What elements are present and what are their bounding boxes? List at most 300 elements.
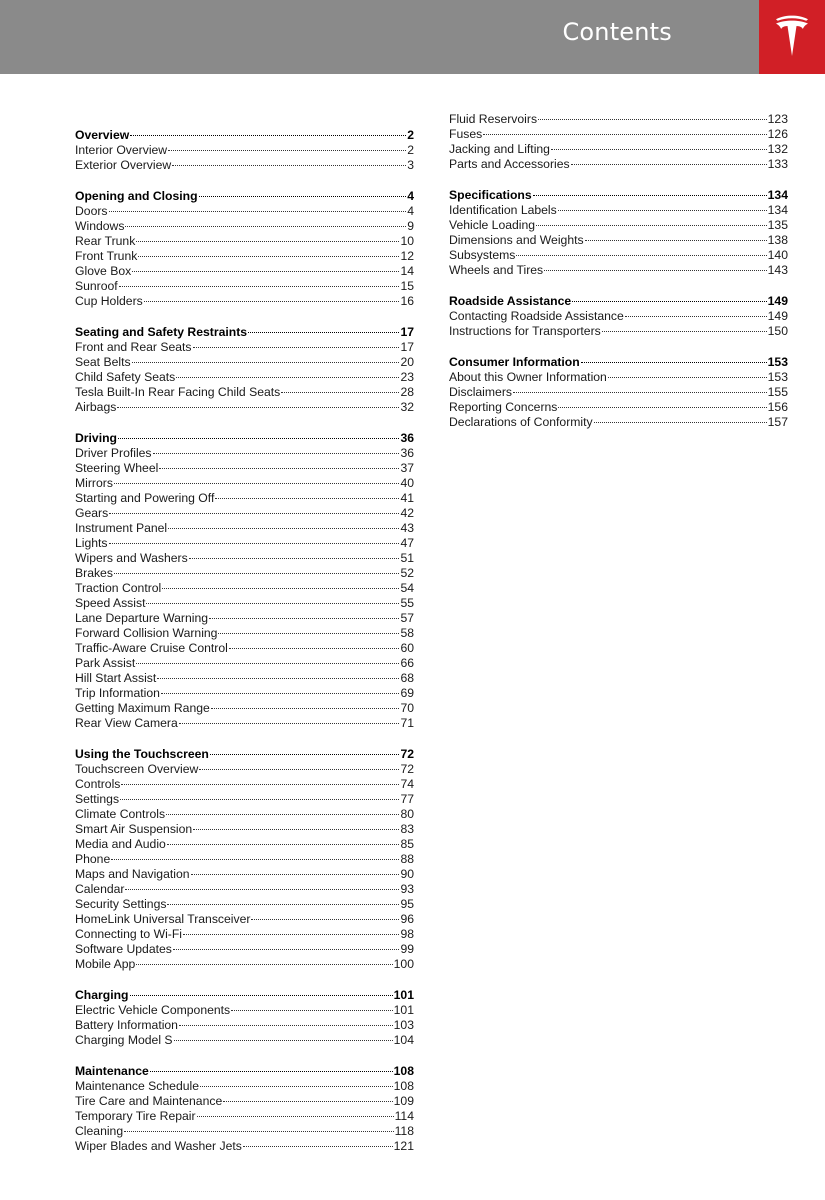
toc-entry-speed-assist[interactable] xyxy=(75,596,414,611)
page-number: 121 xyxy=(393,1139,414,1153)
leader-dots xyxy=(146,603,399,604)
toc-entry-front-and-rear-seats[interactable] xyxy=(75,340,414,355)
toc-entry-label: Phone xyxy=(75,852,111,866)
toc-entry-dimensions-and-weights[interactable] xyxy=(449,233,788,248)
leader-dots xyxy=(114,483,400,484)
toc-heading-label: Seating and Safety Restraints xyxy=(75,325,248,339)
toc-heading-consumer-information[interactable] xyxy=(449,355,788,370)
toc-entry-tesla-built-in-rear-facing-child-seats[interactable] xyxy=(75,385,414,400)
page-number: 9 xyxy=(407,219,414,233)
toc-section xyxy=(75,988,414,1048)
toc-section xyxy=(75,431,414,731)
toc-heading-label: Roadside Assistance xyxy=(449,294,572,308)
page-number: 4 xyxy=(407,204,414,218)
toc-section xyxy=(75,189,414,309)
leader-dots xyxy=(251,919,399,920)
tesla-logo-icon xyxy=(775,14,809,56)
page-number: 55 xyxy=(400,596,414,610)
toc-entry-label: Gears xyxy=(75,506,109,520)
leader-dots xyxy=(118,438,399,439)
header-band xyxy=(0,0,759,74)
toc-heading-opening-and-closing[interactable] xyxy=(75,189,414,204)
page-number: 72 xyxy=(400,762,414,776)
leader-dots xyxy=(109,543,400,544)
page-number: 72 xyxy=(400,747,414,761)
toc-entry-subsystems[interactable] xyxy=(449,248,788,263)
leader-dots xyxy=(119,286,400,287)
leader-dots xyxy=(189,558,400,559)
toc-entry-instrument-panel[interactable] xyxy=(75,521,414,536)
toc-entry-starting-and-powering-off[interactable] xyxy=(75,491,414,506)
leader-dots xyxy=(136,241,399,242)
toc-entry-cup-holders[interactable] xyxy=(75,294,414,309)
toc-entry-identification-labels[interactable] xyxy=(449,203,788,218)
toc-heading-label: Opening and Closing xyxy=(75,189,198,203)
toc-section xyxy=(449,188,788,278)
page-number: 103 xyxy=(393,1018,414,1032)
leader-dots xyxy=(538,119,767,120)
leader-dots xyxy=(572,301,767,302)
toc-heading-maintenance[interactable] xyxy=(75,1064,414,1079)
leader-dots xyxy=(167,904,399,905)
toc-entry-doors[interactable] xyxy=(75,204,414,219)
toc-entry-label: Connecting to Wi-Fi xyxy=(75,927,183,941)
toc-entry-label: Controls xyxy=(75,777,121,791)
leader-dots xyxy=(157,678,399,679)
toc-entry-label: Vehicle Loading xyxy=(449,218,536,232)
toc-entry-label: Wiper Blades and Washer Jets xyxy=(75,1139,242,1153)
page-number: 71 xyxy=(400,716,414,730)
page-number: 134 xyxy=(767,203,788,217)
toc-entry-about-this-owner-information[interactable] xyxy=(449,370,788,385)
toc-heading-seating-and-safety-restraints[interactable] xyxy=(75,325,414,340)
leader-dots xyxy=(117,407,399,408)
page-title: Contents xyxy=(562,18,672,46)
toc-entry-label: Brakes xyxy=(75,566,113,580)
toc-entry-contacting-roadside-assistance[interactable] xyxy=(449,309,788,324)
leader-dots xyxy=(144,301,400,302)
page-number: 150 xyxy=(767,324,788,338)
leader-dots xyxy=(281,392,399,393)
leader-dots xyxy=(173,949,400,950)
toc-entry-glove-box[interactable] xyxy=(75,264,414,279)
leader-dots xyxy=(111,859,399,860)
toc-entry-label: Speed Assist xyxy=(75,596,146,610)
toc-entry-driver-profiles[interactable] xyxy=(75,446,414,461)
page-number: 74 xyxy=(400,777,414,791)
toc-entry-sunroof[interactable] xyxy=(75,279,414,294)
toc-entry-settings[interactable] xyxy=(75,792,414,807)
toc-entry-getting-maximum-range[interactable] xyxy=(75,701,414,716)
page-number: 40 xyxy=(400,476,414,490)
page-number: 156 xyxy=(767,400,788,414)
leader-dots xyxy=(513,392,767,393)
toc-entry-label: Climate Controls xyxy=(75,807,166,821)
page-number: 132 xyxy=(767,142,788,156)
page-number: 41 xyxy=(400,491,414,505)
leader-dots xyxy=(210,754,400,755)
leader-dots xyxy=(625,316,767,317)
leader-dots xyxy=(138,256,399,257)
toc-entry-label: Temporary Tire Repair xyxy=(75,1109,196,1123)
toc-entry-rear-trunk[interactable] xyxy=(75,234,414,249)
page-number: 70 xyxy=(400,701,414,715)
leader-dots xyxy=(594,422,767,423)
page-number: 95 xyxy=(400,897,414,911)
leader-dots xyxy=(581,362,767,363)
leader-dots xyxy=(215,498,399,499)
toc-section xyxy=(75,747,414,972)
toc-entry-label: Cup Holders xyxy=(75,294,143,308)
leader-dots xyxy=(602,331,767,332)
leader-dots xyxy=(136,964,392,965)
toc-entry-tire-care-and-maintenance[interactable] xyxy=(75,1094,414,1109)
toc-entry-temporary-tire-repair[interactable] xyxy=(75,1109,414,1124)
toc-entry-label: Starting and Powering Off xyxy=(75,491,215,505)
page-number: 149 xyxy=(767,309,788,323)
toc-entry-fluid-reservoirs[interactable] xyxy=(449,112,788,127)
page-number: 52 xyxy=(400,566,414,580)
toc-entry-exterior-overview[interactable] xyxy=(75,158,414,173)
toc-entry-label: Seat Belts xyxy=(75,355,131,369)
toc-entry-brakes[interactable] xyxy=(75,566,414,581)
leader-dots xyxy=(153,453,400,454)
page-number: 88 xyxy=(400,852,414,866)
toc-entry-wipers-and-washers[interactable] xyxy=(75,551,414,566)
page-number: 36 xyxy=(400,431,414,445)
page-number: 16 xyxy=(400,294,414,308)
toc-entry-label: Maintenance Schedule xyxy=(75,1079,199,1093)
leader-dots xyxy=(183,934,399,935)
toc-entry-battery-information[interactable] xyxy=(75,1018,414,1033)
page-number: 143 xyxy=(767,263,788,277)
page-number: 157 xyxy=(767,415,788,429)
toc-heading-roadside-assistance[interactable] xyxy=(449,294,788,309)
page-number: 77 xyxy=(400,792,414,806)
page-number: 108 xyxy=(393,1079,414,1093)
page-number: 98 xyxy=(400,927,414,941)
toc-entry-label: Getting Maximum Range xyxy=(75,701,210,715)
toc-entry-rear-view-camera[interactable] xyxy=(75,716,414,731)
toc-entry-lane-departure-warning[interactable] xyxy=(75,611,414,626)
toc-heading-specifications[interactable] xyxy=(449,188,788,203)
toc-entry-label: Glove Box xyxy=(75,264,132,278)
toc-entry-fuses[interactable] xyxy=(449,127,788,142)
leader-dots xyxy=(199,196,407,197)
page-number: 58 xyxy=(400,626,414,640)
toc-entry-reporting-concerns[interactable] xyxy=(449,400,788,415)
leader-dots xyxy=(608,377,767,378)
leader-dots xyxy=(125,889,399,890)
page-number: 66 xyxy=(400,656,414,670)
page-number: 42 xyxy=(400,506,414,520)
page-number: 101 xyxy=(393,1003,414,1017)
toc-section xyxy=(449,112,788,172)
toc-entry-windows[interactable] xyxy=(75,219,414,234)
page-number: 101 xyxy=(393,988,414,1002)
page-number: 118 xyxy=(394,1124,414,1138)
toc-entry-label: Wheels and Tires xyxy=(449,263,544,277)
toc-entry-parts-and-accessories[interactable] xyxy=(449,157,788,172)
toc-entry-jacking-and-lifting[interactable] xyxy=(449,142,788,157)
toc-entry-label: Instrument Panel xyxy=(75,521,168,535)
toc-entry-steering-wheel[interactable] xyxy=(75,461,414,476)
page-number: 135 xyxy=(767,218,788,232)
leader-dots xyxy=(544,270,767,271)
page-number: 153 xyxy=(767,370,788,384)
page-number: 90 xyxy=(400,867,414,881)
leader-dots xyxy=(109,513,399,514)
page-number: 93 xyxy=(400,882,414,896)
leader-dots xyxy=(551,149,767,150)
leader-dots xyxy=(571,164,767,165)
toc-entry-interior-overview[interactable] xyxy=(75,143,414,158)
leader-dots xyxy=(536,225,767,226)
toc-entry-label: Exterior Overview xyxy=(75,158,172,172)
toc-entry-label: Steering Wheel xyxy=(75,461,159,475)
toc-entry-maps-and-navigation[interactable] xyxy=(75,867,414,882)
toc-entry-forward-collision-warning[interactable] xyxy=(75,626,414,641)
leader-dots xyxy=(218,633,399,634)
toc-entry-controls[interactable] xyxy=(75,777,414,792)
toc-entry-label: Fuses xyxy=(449,127,483,141)
page-number: 36 xyxy=(400,446,414,460)
page-number: 23 xyxy=(400,370,414,384)
leader-dots xyxy=(114,573,400,574)
page-number: 17 xyxy=(400,340,414,354)
toc-entry-label: Tire Care and Maintenance xyxy=(75,1094,223,1108)
toc-entry-traffic-aware-cruise-control[interactable] xyxy=(75,641,414,656)
toc-entry-label: Media and Audio xyxy=(75,837,166,851)
toc-entry-park-assist[interactable] xyxy=(75,656,414,671)
toc-entry-instructions-for-transporters[interactable] xyxy=(449,324,788,339)
toc-entry-electric-vehicle-components[interactable] xyxy=(75,1003,414,1018)
leader-dots xyxy=(223,1101,392,1102)
toc-entry-gears[interactable] xyxy=(75,506,414,521)
toc-entry-wheels-and-tires[interactable] xyxy=(449,263,788,278)
toc-heading-using-the-touchscreen[interactable] xyxy=(75,747,414,762)
leader-dots xyxy=(167,844,400,845)
leader-dots xyxy=(191,874,400,875)
leader-dots xyxy=(132,271,399,272)
leader-dots xyxy=(585,240,767,241)
leader-dots xyxy=(136,663,399,664)
toc-entry-child-safety-seats[interactable] xyxy=(75,370,414,385)
leader-dots xyxy=(174,1040,393,1041)
toc-entry-label: Calendar xyxy=(75,882,125,896)
toc-entry-label: Instructions for Transporters xyxy=(449,324,601,338)
toc-entry-media-and-audio[interactable] xyxy=(75,837,414,852)
toc-entry-label: Mirrors xyxy=(75,476,113,490)
toc-heading-label: Driving xyxy=(75,431,117,445)
toc-entry-label: Wipers and Washers xyxy=(75,551,188,565)
toc-entry-charging-model-s[interactable] xyxy=(75,1033,414,1048)
toc-entry-label: Rear View Camera xyxy=(75,716,178,730)
toc-entry-declarations-of-conformity[interactable] xyxy=(449,415,788,430)
page-number: 51 xyxy=(400,551,414,565)
page-number: 83 xyxy=(400,822,414,836)
page-number: 57 xyxy=(400,611,414,625)
leader-dots xyxy=(197,1116,394,1117)
toc-entry-label: Tesla Built-In Rear Facing Child Seats xyxy=(75,385,281,399)
leader-dots xyxy=(161,693,400,694)
page-number: 126 xyxy=(767,127,788,141)
leader-dots xyxy=(120,799,399,800)
leader-dots xyxy=(193,829,399,830)
toc-entry-label: Front and Rear Seats xyxy=(75,340,192,354)
leader-dots xyxy=(533,195,767,196)
page-number: 3 xyxy=(407,158,414,172)
toc-entry-label: Dimensions and Weights xyxy=(449,233,584,247)
page-number: 12 xyxy=(400,249,414,263)
leader-dots xyxy=(229,648,400,649)
toc-entry-label: Battery Information xyxy=(75,1018,178,1032)
toc-entry-software-updates[interactable] xyxy=(75,942,414,957)
toc-entry-label: Rear Trunk xyxy=(75,234,136,248)
page-number: 138 xyxy=(767,233,788,247)
page-number: 17 xyxy=(400,325,414,339)
toc-entry-label: Lights xyxy=(75,536,108,550)
toc-entry-calendar[interactable] xyxy=(75,882,414,897)
toc-entry-label: Security Settings xyxy=(75,897,167,911)
toc-entry-connecting-to-wi-fi[interactable] xyxy=(75,927,414,942)
page-number: 114 xyxy=(394,1109,414,1123)
toc-entry-vehicle-loading[interactable] xyxy=(449,218,788,233)
toc-entry-mirrors[interactable] xyxy=(75,476,414,491)
toc-entry-label: Child Safety Seats xyxy=(75,370,176,384)
toc-entry-label: Traffic-Aware Cruise Control xyxy=(75,641,228,655)
page-number: 32 xyxy=(400,400,414,414)
leader-dots xyxy=(558,210,767,211)
page-number: 37 xyxy=(400,461,414,475)
page-number: 4 xyxy=(407,189,414,203)
page-number: 155 xyxy=(767,385,788,399)
leader-dots xyxy=(166,814,399,815)
leader-dots xyxy=(209,618,399,619)
toc-entry-phone[interactable] xyxy=(75,852,414,867)
leader-dots xyxy=(159,468,399,469)
leader-dots xyxy=(125,226,406,227)
leader-dots xyxy=(121,784,399,785)
page-number: 109 xyxy=(393,1094,414,1108)
toc-entry-label: Contacting Roadside Assistance xyxy=(449,309,624,323)
toc-entry-label: Reporting Concerns xyxy=(449,400,558,414)
toc-entry-traction-control[interactable] xyxy=(75,581,414,596)
toc-entry-label: Declarations of Conformity xyxy=(449,415,593,429)
toc-section xyxy=(75,325,414,415)
leader-dots xyxy=(109,211,407,212)
toc-heading-label: Specifications xyxy=(449,188,532,202)
toc-entry-seat-belts[interactable] xyxy=(75,355,414,370)
toc-entry-smart-air-suspension[interactable] xyxy=(75,822,414,837)
toc-section xyxy=(75,128,414,173)
toc-entry-label: Front Trunk xyxy=(75,249,138,263)
page-number: 47 xyxy=(400,536,414,550)
toc-entry-mobile-app[interactable] xyxy=(75,957,414,972)
toc-entry-security-settings[interactable] xyxy=(75,897,414,912)
page-number: 96 xyxy=(400,912,414,926)
leader-dots xyxy=(176,377,399,378)
toc-entry-label: Forward Collision Warning xyxy=(75,626,218,640)
toc-entry-label: Touchscreen Overview xyxy=(75,762,199,776)
toc-entry-homelink-universal-transceiver[interactable] xyxy=(75,912,414,927)
toc-entry-cleaning[interactable] xyxy=(75,1124,414,1139)
toc-entry-lights[interactable] xyxy=(75,536,414,551)
leader-dots xyxy=(193,347,400,348)
toc-entry-label: Software Updates xyxy=(75,942,172,956)
toc-entry-label: HomeLink Universal Transceiver xyxy=(75,912,251,926)
toc-entry-label: Airbags xyxy=(75,400,117,414)
page-number: 123 xyxy=(767,112,788,126)
page-number: 153 xyxy=(767,355,788,369)
page-number: 140 xyxy=(767,248,788,262)
toc-entry-trip-information[interactable] xyxy=(75,686,414,701)
page-number: 80 xyxy=(400,807,414,821)
page-number: 15 xyxy=(400,279,414,293)
toc-entry-label: Parts and Accessories xyxy=(449,157,570,171)
page-number: 134 xyxy=(767,188,788,202)
toc-heading-label: Consumer Information xyxy=(449,355,580,369)
leader-dots xyxy=(172,165,406,166)
toc-heading-label: Overview xyxy=(75,128,130,142)
page-number: 43 xyxy=(400,521,414,535)
leader-dots xyxy=(200,1086,393,1087)
leader-dots xyxy=(150,1071,393,1072)
toc-entry-front-trunk[interactable] xyxy=(75,249,414,264)
leader-dots xyxy=(231,1010,393,1011)
toc-left-column xyxy=(75,128,414,1170)
toc-entry-touchscreen-overview[interactable] xyxy=(75,762,414,777)
toc-section xyxy=(449,355,788,430)
leader-dots xyxy=(179,1025,393,1026)
toc-heading-charging[interactable] xyxy=(75,988,414,1003)
toc-entry-label: Identification Labels xyxy=(449,203,557,217)
toc-entry-climate-controls[interactable] xyxy=(75,807,414,822)
toc-entry-label: Windows xyxy=(75,219,125,233)
page-number: 69 xyxy=(400,686,414,700)
toc-entry-label: Hill Start Assist xyxy=(75,671,157,685)
page-number: 149 xyxy=(767,294,788,308)
toc-entry-label: Trip Information xyxy=(75,686,160,700)
toc-entry-label: Maps and Navigation xyxy=(75,867,190,881)
toc-heading-driving[interactable] xyxy=(75,431,414,446)
toc-entry-wiper-blades-and-washer-jets[interactable] xyxy=(75,1139,414,1154)
toc-entry-disclaimers[interactable] xyxy=(449,385,788,400)
page-number: 20 xyxy=(400,355,414,369)
leader-dots xyxy=(179,723,400,724)
leader-dots xyxy=(558,407,766,408)
toc-entry-maintenance-schedule[interactable] xyxy=(75,1079,414,1094)
toc-entry-label: Mobile App xyxy=(75,957,136,971)
toc-entry-label: Cleaning xyxy=(75,1124,124,1138)
page-number: 2 xyxy=(407,128,414,142)
page-number: 60 xyxy=(400,641,414,655)
toc-entry-label: Sunroof xyxy=(75,279,118,293)
page-number: 68 xyxy=(400,671,414,685)
toc-heading-label: Charging xyxy=(75,988,129,1002)
toc-entry-label: About this Owner Information xyxy=(449,370,607,384)
toc-section xyxy=(75,1064,414,1154)
toc-entry-hill-start-assist[interactable] xyxy=(75,671,414,686)
leader-dots xyxy=(199,769,399,770)
toc-heading-overview[interactable] xyxy=(75,128,414,143)
toc-entry-airbags[interactable] xyxy=(75,400,414,415)
page-number: 104 xyxy=(393,1033,414,1047)
page-number: 54 xyxy=(400,581,414,595)
toc-heading-label: Using the Touchscreen xyxy=(75,747,209,761)
page-number: 108 xyxy=(393,1064,414,1078)
toc-entry-label: Interior Overview xyxy=(75,143,168,157)
